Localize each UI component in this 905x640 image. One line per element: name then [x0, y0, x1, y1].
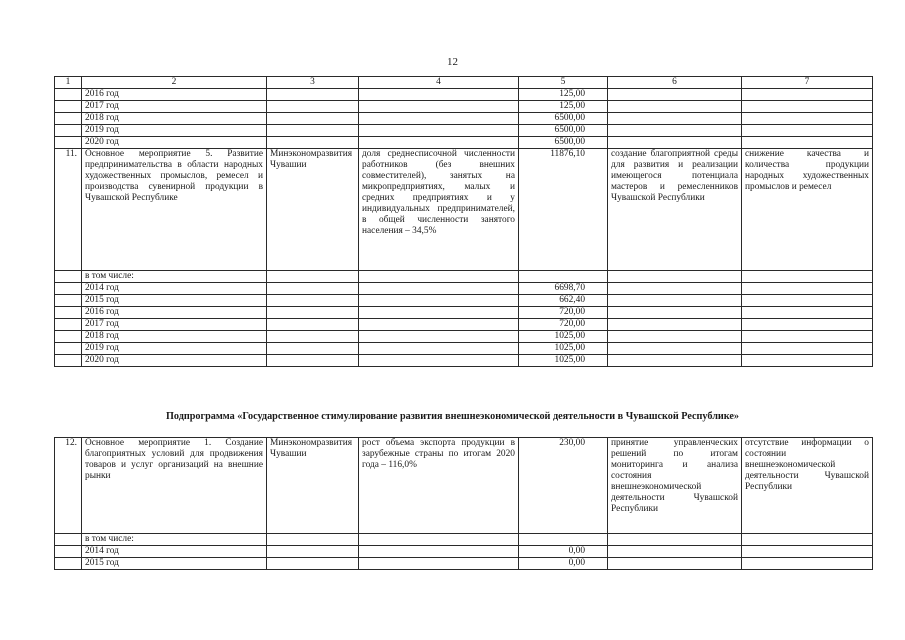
amount-cell: 11876,10: [519, 149, 608, 271]
including-label: в том числе:: [82, 534, 267, 546]
table-row: [55, 89, 873, 101]
table-row-item-11: [55, 149, 873, 271]
item-number: 12.: [55, 438, 82, 534]
year-cell: 2019 год: [82, 125, 267, 137]
table-row: [55, 355, 873, 367]
amount-cell: 6500,00: [519, 113, 608, 125]
amount-cell: 662,40: [519, 295, 608, 307]
year-cell: 2014 год: [82, 546, 267, 558]
amount-cell: 125,00: [519, 89, 608, 101]
column-header-4: 4: [359, 77, 519, 89]
table-header-row: [55, 77, 873, 89]
amount-cell: 6500,00: [519, 125, 608, 137]
year-cell: 2015 год: [82, 295, 267, 307]
table-row: [55, 283, 873, 295]
table-row: [55, 113, 873, 125]
risk-cell: отсутствие информации о состоянии внешнеэкономической деятельности Чувашской Республики: [742, 438, 873, 534]
column-header-5: 5: [519, 77, 608, 89]
year-cell: 2020 год: [82, 137, 267, 149]
subprogram-title: Подпрограмма «Государственное стимулирование развития внешнеэкономической деятельности в Чувашской Республике»: [165, 411, 740, 422]
table-row: [55, 534, 873, 546]
amount-cell: 0,00: [519, 558, 608, 570]
budget-table-part1: [54, 76, 873, 367]
indicator-cell: рост объема экспорта продукции в зарубежные страны по итогам 2020 года – 116,0%: [359, 438, 519, 534]
year-cell: 2014 год: [82, 283, 267, 295]
table-row-item-12: [55, 438, 873, 534]
year-cell: 2018 год: [82, 331, 267, 343]
amount-cell: 1025,00: [519, 343, 608, 355]
year-cell: 2019 год: [82, 343, 267, 355]
indicator-cell: доля среднесписочной численности работников (без внешних совместителей), занятых на микропредприятиях, малых и средних предприятиях и у индивидуальных предпринимателей, в общей численности занятого населения – 34,5%: [359, 149, 519, 271]
year-cell: 2015 год: [82, 558, 267, 570]
including-label: в том числе:: [82, 271, 267, 283]
item-number: 11.: [55, 149, 82, 271]
amount-cell: 720,00: [519, 319, 608, 331]
amount-cell: 1025,00: [519, 331, 608, 343]
amount-cell: 6500,00: [519, 137, 608, 149]
year-cell: 2017 год: [82, 101, 267, 113]
table-row: [55, 343, 873, 355]
column-header-1: 1: [55, 77, 82, 89]
table-row: [55, 101, 873, 113]
table-row: [55, 125, 873, 137]
amount-cell: 6698,70: [519, 283, 608, 295]
table-row: [55, 271, 873, 283]
table-row: [55, 137, 873, 149]
column-header-6: 6: [608, 77, 742, 89]
amount-cell: 720,00: [519, 307, 608, 319]
year-cell: 2017 год: [82, 319, 267, 331]
amount-cell: 230,00: [519, 438, 608, 534]
table-row: [55, 307, 873, 319]
executor-cell: Минэкономразвития Чувашии: [267, 438, 359, 534]
expected-result-cell: принятие управленческих решений по итогам мониторинга и анализа состояния внешнеэкономической деятельности Чувашской Республики: [608, 438, 742, 534]
activity-name: Основное мероприятие 1. Создание благоприятных условий для продвижения товаров и услуг организаций на внешние рынки: [82, 438, 267, 534]
table-row: [55, 558, 873, 570]
activity-name: Основное мероприятие 5. Развитие предпринимательства в области народных художественных промыслов, ремесел и производства сувенирной продукции в Чувашской Республике: [82, 149, 267, 271]
risk-cell: снижение качества и количества продукции народных художественных промыслов и ремесел: [742, 149, 873, 271]
amount-cell: 125,00: [519, 101, 608, 113]
column-header-2: 2: [82, 77, 267, 89]
table-row: [55, 319, 873, 331]
column-header-3: 3: [267, 77, 359, 89]
amount-cell: 1025,00: [519, 355, 608, 367]
year-cell: 2016 год: [82, 89, 267, 101]
table-row: [55, 546, 873, 558]
page-number: 12: [447, 56, 458, 68]
column-header-7: 7: [742, 77, 873, 89]
table-row: [55, 295, 873, 307]
year-cell: 2016 год: [82, 307, 267, 319]
budget-table-part2: [54, 437, 873, 570]
amount-cell: 0,00: [519, 546, 608, 558]
expected-result-cell: создание благоприятной среды для развития и реализации имеющегося потенциала мастеров и ремесленников Чувашской Республики: [608, 149, 742, 271]
table-row: [55, 331, 873, 343]
year-cell: 2018 год: [82, 113, 267, 125]
executor-cell: Минэкономразвития Чувашии: [267, 149, 359, 271]
year-cell: 2020 год: [82, 355, 267, 367]
